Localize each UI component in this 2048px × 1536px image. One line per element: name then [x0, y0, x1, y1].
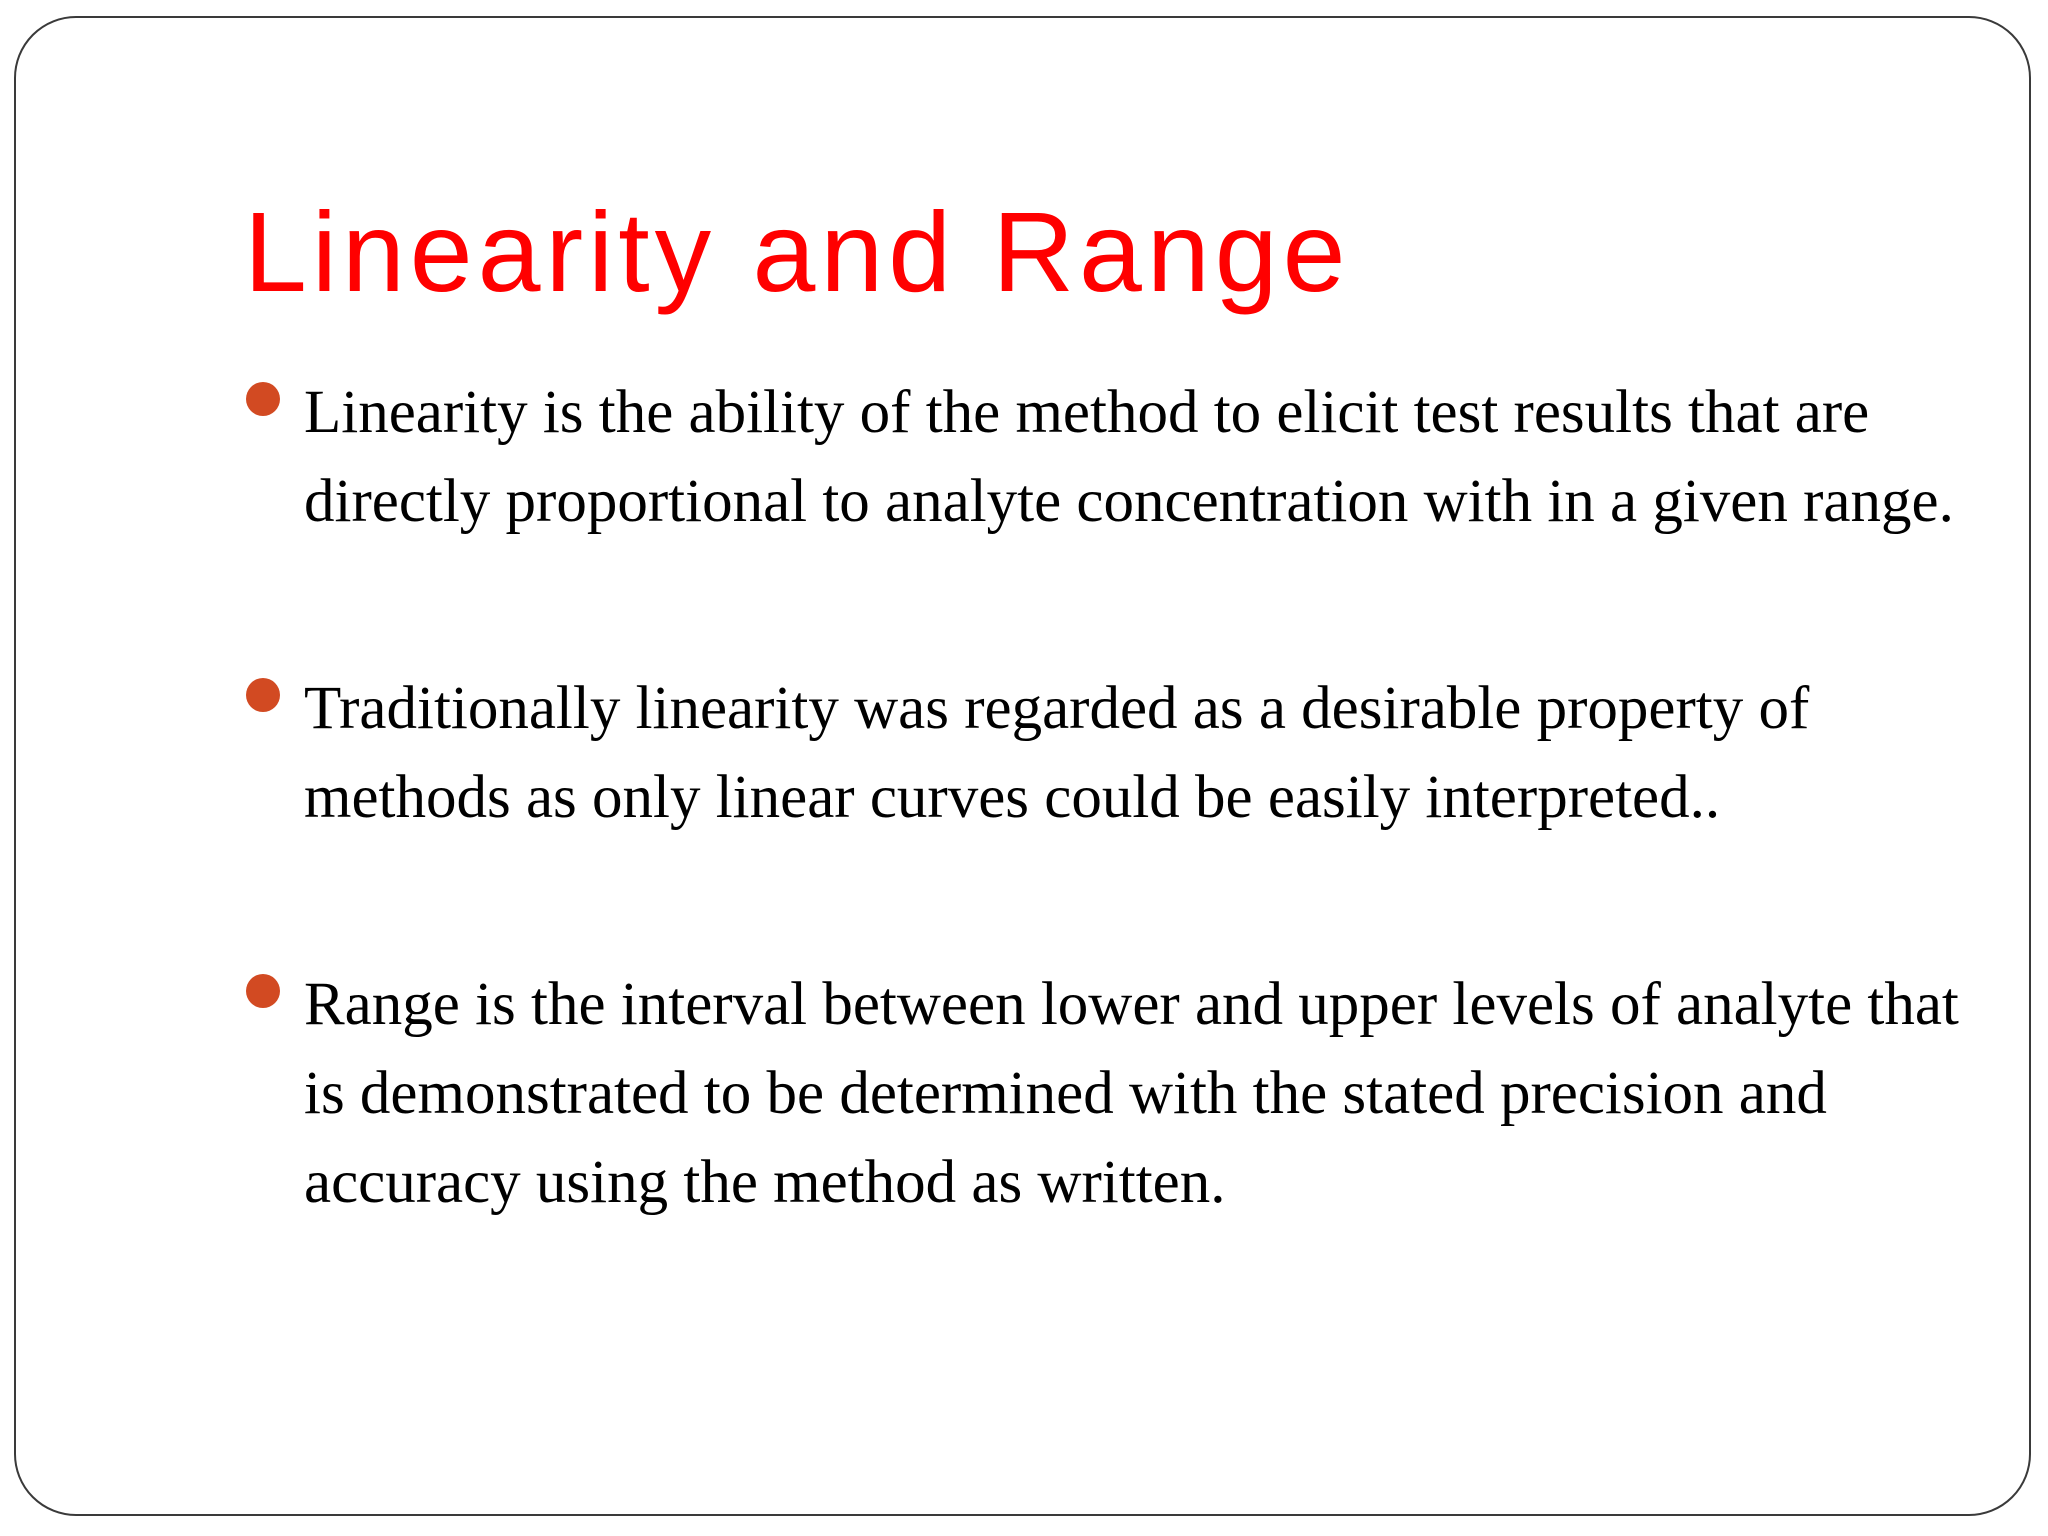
bullet-item-range [244, 960, 1984, 1227]
bullet-item-traditionally [244, 664, 1984, 842]
slide [14, 16, 2031, 1516]
bullet-text: Range is the interval between lower and upper levels of analyte that is demonstrated to be determined with the stated precision and accuracy using the method as written. [304, 971, 1959, 1216]
bullet-item-linearity [244, 368, 1984, 546]
bullet-dot-icon [246, 382, 280, 416]
bullet-list [244, 368, 1984, 1345]
bullet-text: Traditionally linearity was regarded as a desirable property of methods as only linear curves could be easily interpreted.. [304, 675, 1810, 831]
bullet-dot-icon [246, 678, 280, 712]
bullet-dot-icon [246, 974, 280, 1008]
slide-title: Linearity and Range [244, 189, 1351, 315]
bullet-text: Linearity is the ability of the method to elicit test results that are directly proportional to analyte concentration with in a given range. [304, 379, 1954, 535]
